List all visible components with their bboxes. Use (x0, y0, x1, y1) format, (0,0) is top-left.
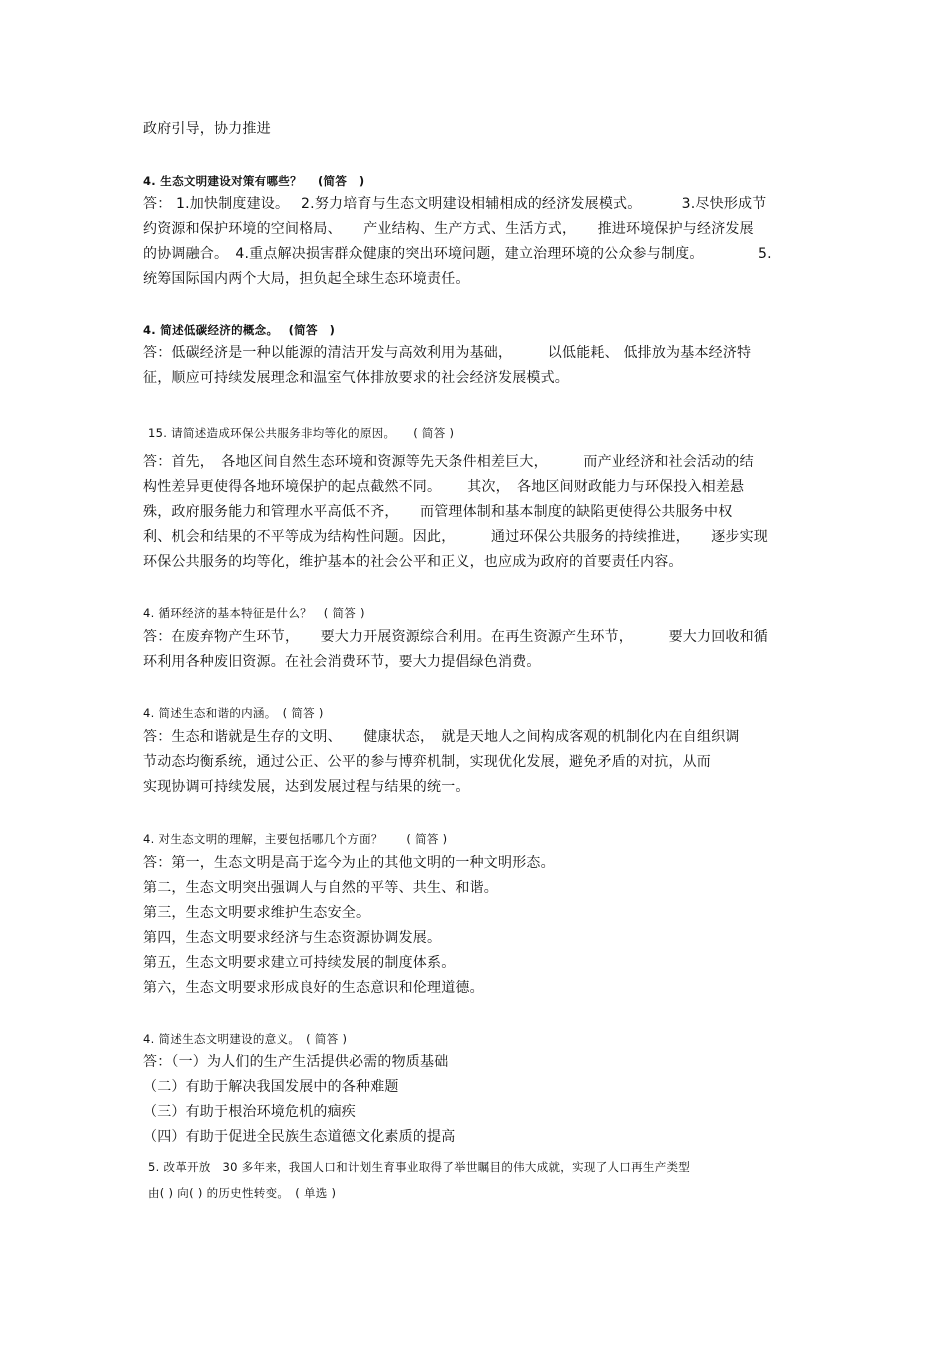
answer-line: 利、机会和结果的不平等成为结构性问题。因此， 通过环保公共服务的持续推进， 逐步实现 (143, 529, 768, 545)
question-heading: 4. 生态文明建设对策有哪些？ (简答 ) (143, 174, 365, 188)
answer-line: 实现协调可持续发展，达到发展过程与结果的统一。 (143, 779, 470, 795)
question-heading: 4. 循环经济的基本特征是什么？ ( 简答 ) (143, 606, 365, 620)
answer-line: 第五，生态文明要求建立可持续发展的制度体系。 (143, 955, 456, 971)
answer-line: 约资源和保护环境的空间格局、 产业结构、生产方式、生活方式， 推进环境保护与经济发展 (143, 221, 754, 237)
answer-line: 环利用各种废旧资源。在社会消费环节，要大力提倡绿色消费。 (143, 654, 541, 670)
answer-line: 殊，政府服务能力和管理水平高低不齐， 而管理体制和基本制度的缺陷更使得公共服务中权 (143, 504, 733, 520)
question-heading: 由( ) 向( ) 的历史性转变。 ( 单选 ) (148, 1186, 337, 1200)
answer-line: （二）有助于解决我国发展中的各种难题 (143, 1079, 399, 1095)
answer-line: 答：低碳经济是一种以能源的清洁开发与高效利用为基础， 以低能耗、 低排放为基本经济特 (143, 345, 752, 361)
answer-line: 征，顺应可持续发展理念和温室气体排放要求的社会经济发展模式。 (143, 370, 569, 386)
answer-line: 节动态均衡系统，通过公正、公平的参与博弈机制，实现优化发展，避免矛盾的对抗，从而 (143, 754, 711, 770)
answer-line: 答：生态和谐就是生存的文明、 健康状态， 就是天地人之间构成客观的机制化内在自组织调 (143, 729, 740, 745)
answer-line: 答： 1.加快制度建设。 2.努力培育与生态文明建设相辅相成的经济发展模式。 3.尽快形成节 (143, 196, 767, 212)
question-heading: 5. 改革开放 30 多年来，我国人口和计划生育事业取得了举世瞩目的伟大成就，实现了人口再生产类型 (148, 1160, 691, 1174)
answer-line: 第四，生态文明要求经济与生态资源协调发展。 (143, 930, 442, 946)
answer-line: 第三，生态文明要求维护生态安全。 (143, 905, 371, 921)
answer-line: 第二，生态文明突出强调人与自然的平等、共生、和谐。 (143, 880, 498, 896)
question-heading: 4. 简述生态和谐的内涵。 ( 简答 ) (143, 706, 324, 720)
answer-line: 的协调融合。 4.重点解决损害群众健康的突出环境问题，建立治理环境的公众参与制度。 5. (143, 246, 772, 262)
answer-line: 答：首先， 各地区间自然生态环境和资源等先天条件相差巨大， 而产业经济和社会活动的结 (143, 454, 754, 470)
answer-line: 第六，生态文明要求形成良好的生态意识和伦理道德。 (143, 980, 484, 996)
answer-line: 答：在废弃物产生环节， 要大力开展资源综合利用。在再生资源产生环节， 要大力回收和循 (143, 629, 768, 645)
answer-line: （三）有助于根治环境危机的痼疾 (143, 1104, 356, 1120)
question-heading: 15. 请简述造成环保公共服务非均等化的原因。 ( 简答 ) (148, 426, 455, 440)
answer-line: （四）有助于促进全民族生态道德文化素质的提高 (143, 1129, 456, 1145)
question-heading: 4. 简述生态文明建设的意义。 ( 简答 ) (143, 1032, 348, 1046)
answer-line: 环保公共服务的均等化，维护基本的社会公平和正义，也应成为政府的首要责任内容。 (143, 554, 683, 570)
question-heading: 4. 简述低碳经济的概念。 (简答 ) (143, 323, 336, 337)
text-line: 政府引导，协力推进 (143, 121, 271, 137)
answer-line: 统筹国际国内两个大局，担负起全球生态环境责任。 (143, 271, 470, 287)
question-heading: 4. 对生态文明的理解，主要包括哪几个方面？ ( 简答 ) (143, 832, 448, 846)
answer-line: 答：（一）为人们的生产生活提供必需的物质基础 (143, 1054, 449, 1070)
answer-line: 构性差异更使得各地环境保护的起点截然不同。 其次， 各地区间财政能力与环保投入相差悬 (143, 479, 745, 495)
answer-line: 答：第一，生态文明是高于迄今为止的其他文明的一种文明形态。 (143, 855, 555, 871)
